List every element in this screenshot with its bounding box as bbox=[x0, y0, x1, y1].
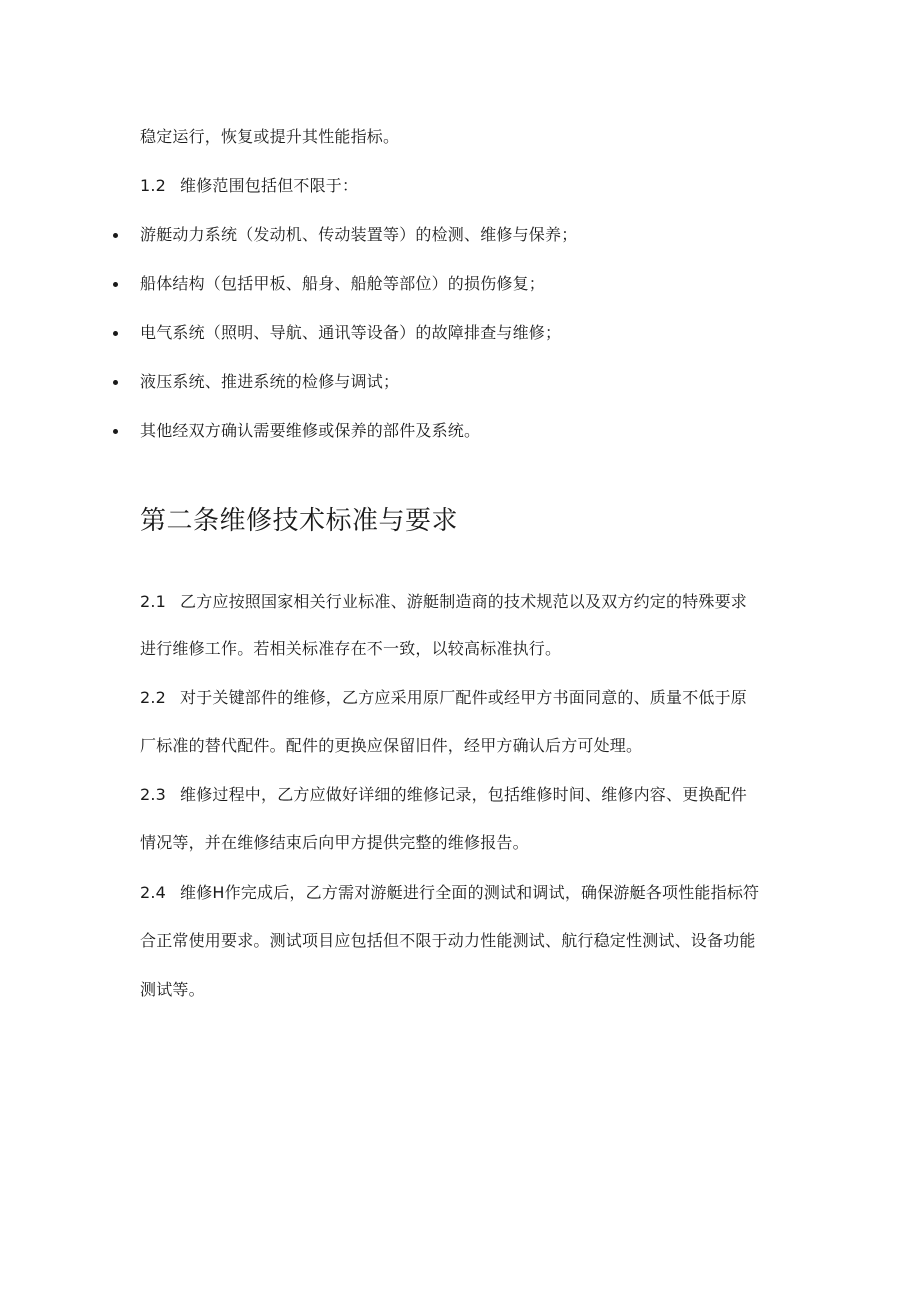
bullet-icon bbox=[113, 282, 118, 287]
clause-number: 2.4 bbox=[140, 883, 167, 902]
clause-line: 情况等，并在维修结束后向甲方提供完整的维修报告。 bbox=[140, 833, 529, 852]
clause-line bbox=[140, 784, 747, 806]
clause-line: 进行维修工作。若相关标准存在不一致，以较高标准执行。 bbox=[140, 639, 562, 658]
clause-number: 2.2 bbox=[140, 688, 167, 707]
clause-number: 2.3 bbox=[140, 785, 167, 804]
clause-text: 对于关键部件的维修，乙方应采用原厂配件或经甲方书面同意的、质量不低于原 bbox=[180, 688, 748, 707]
list-item: 船体结构（包括甲板、船身、船舱等部位）的损伤修复； bbox=[140, 274, 546, 293]
clause-line bbox=[140, 882, 759, 904]
list-item: 游艇动力系统（发动机、传动装置等）的检测、维修与保养； bbox=[140, 225, 578, 244]
clause-line bbox=[140, 687, 747, 709]
list-item: 电气系统（照明、导航、通讯等设备）的故障排查与维修； bbox=[140, 323, 562, 342]
scope-title bbox=[140, 175, 358, 197]
clause-text: 维修过程中，乙方应做好详细的维修记录，包括维修时间、维修内容、更换配件 bbox=[180, 785, 748, 804]
bullet-icon bbox=[113, 380, 118, 385]
clause-line: 合正常使用要求。测试项目应包括但不限于动力性能测试、航行稳定性测试、设备功能 bbox=[140, 931, 756, 950]
bullet-icon bbox=[113, 331, 118, 336]
section-heading: 第二条维修技术标准与要求 bbox=[140, 506, 459, 536]
clause-text: 乙方应按照国家相关行业标准、游艇制造商的技术规范以及双方约定的特殊要求 bbox=[180, 592, 748, 611]
clause-line: 测试等。 bbox=[140, 980, 205, 999]
bullet-icon bbox=[113, 429, 118, 434]
clause-text: 维修H作完成后，乙方需对游艇进行全面的测试和调试，确保游艇各项性能指标符 bbox=[180, 883, 760, 902]
clause-line: 厂标准的替代配件。配件的更换应保留旧件，经甲方确认后方可处理。 bbox=[140, 736, 643, 755]
bullet-icon bbox=[113, 233, 118, 238]
list-item: 液压系统、推进系统的检修与调试； bbox=[140, 372, 400, 391]
clause-number: 2.1 bbox=[140, 592, 167, 611]
clause-line bbox=[140, 591, 747, 613]
scope-text: 维修范围包括但不限于： bbox=[180, 176, 359, 195]
list-item: 其他经双方确认需要维修或保养的部件及系统。 bbox=[140, 421, 481, 440]
intro-line: 稳定运行，恢复或提升其性能指标。 bbox=[140, 127, 400, 146]
scope-number: 1.2 bbox=[140, 176, 167, 195]
